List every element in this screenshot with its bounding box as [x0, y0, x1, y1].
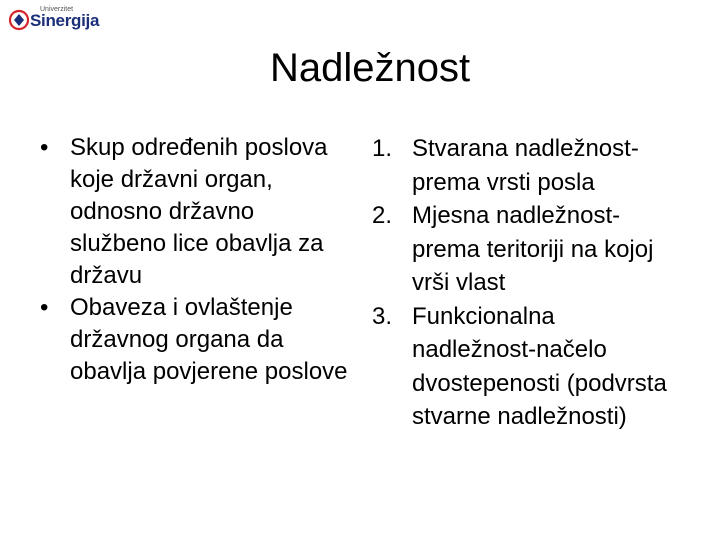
logo-name: Sinergija — [30, 11, 100, 30]
bullet-icon: • — [40, 294, 49, 321]
item-number: 3. — [372, 302, 393, 330]
item-text: Funkcionalna nadležnost-načelo dvostepenosti (podvrsta stvarne nadležnosti) — [412, 302, 667, 430]
bullet-icon: • — [40, 134, 49, 161]
bullet-item — [40, 292, 350, 388]
item-number: 1. — [372, 135, 393, 162]
logo-top-text: Univerzitet — [40, 6, 74, 13]
bullet-item — [40, 132, 350, 292]
numbered-item — [372, 199, 672, 300]
slide-title: Nadležnost — [269, 46, 471, 90]
item-number: 2. — [372, 202, 393, 229]
numbered-item — [372, 132, 672, 199]
logo-emblem-icon — [8, 9, 30, 31]
left-bullet-list — [40, 132, 350, 388]
right-numbered-list — [372, 132, 672, 434]
numbered-item — [372, 300, 672, 434]
item-text: Mjesna nadležnost-prema teritoriji na kojoj vrši vlast — [412, 202, 654, 296]
item-text: Stvarana nadležnost-prema vrsti posla — [412, 135, 639, 196]
university-logo — [8, 6, 100, 32]
bullet-text: Obaveza i ovlaštenje državnog organa da obavlja povjerene poslove — [70, 294, 348, 385]
bullet-text: Skup određenih poslova koje državni organ, odnosno državno službeno lice obavlja za državu — [70, 134, 328, 289]
